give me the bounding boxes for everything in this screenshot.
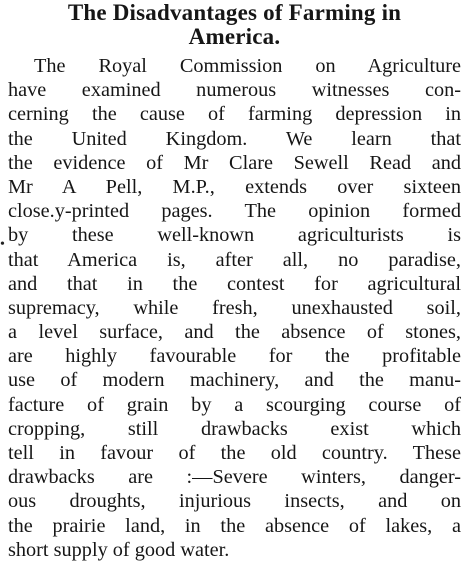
body-line: by these well-known agriculturists is [8, 224, 461, 247]
body-line: have examined numerous witnesses con- [8, 79, 461, 102]
body-line: are highly favourable for the profitable [8, 345, 461, 368]
body-line: drawbacks are :—Severe winters, danger- [8, 466, 461, 489]
article-headline [8, 0, 461, 49]
body-line: tell in favour of the old country. These [8, 442, 461, 464]
article-body [8, 54, 461, 562]
body-line: facture of grain by a scourging course of [8, 393, 461, 416]
body-line: the evidence of Mr Clare Sewell Read and [8, 151, 461, 174]
body-line: use of modern machinery, and the manu- [8, 369, 461, 392]
body-line: Mr A Pell, M.P., extends over sixteen [8, 175, 461, 198]
body-line: ous droughts, injurious insects, and on [8, 490, 461, 513]
body-line: and that in the contest for agricultural [8, 272, 461, 295]
headline-line: America. [188, 24, 281, 49]
body-line: cerning the cause of farming depression in [8, 103, 461, 126]
body-line: a level surface, and the absence of stones, [8, 321, 461, 344]
body-line: supremacy, while fresh, unexhausted soil, [8, 296, 461, 319]
body-line: that America is, after all, no paradise, [8, 248, 461, 271]
body-line: the prairie land, in the absence of lakes, a [8, 514, 461, 537]
body-line: The Royal Commission on Agriculture [34, 55, 461, 77]
headline-line: The Disadvantages of Farming in [67, 0, 402, 25]
body-line: short supply of good water. [8, 538, 230, 561]
body-line: cropping, still drawbacks exist which [8, 417, 461, 440]
margin-mark: • [0, 237, 5, 252]
body-line: the United Kingdom. We learn that [8, 127, 461, 150]
body-line: close.y-printed pages. The opinion formed [8, 200, 461, 223]
